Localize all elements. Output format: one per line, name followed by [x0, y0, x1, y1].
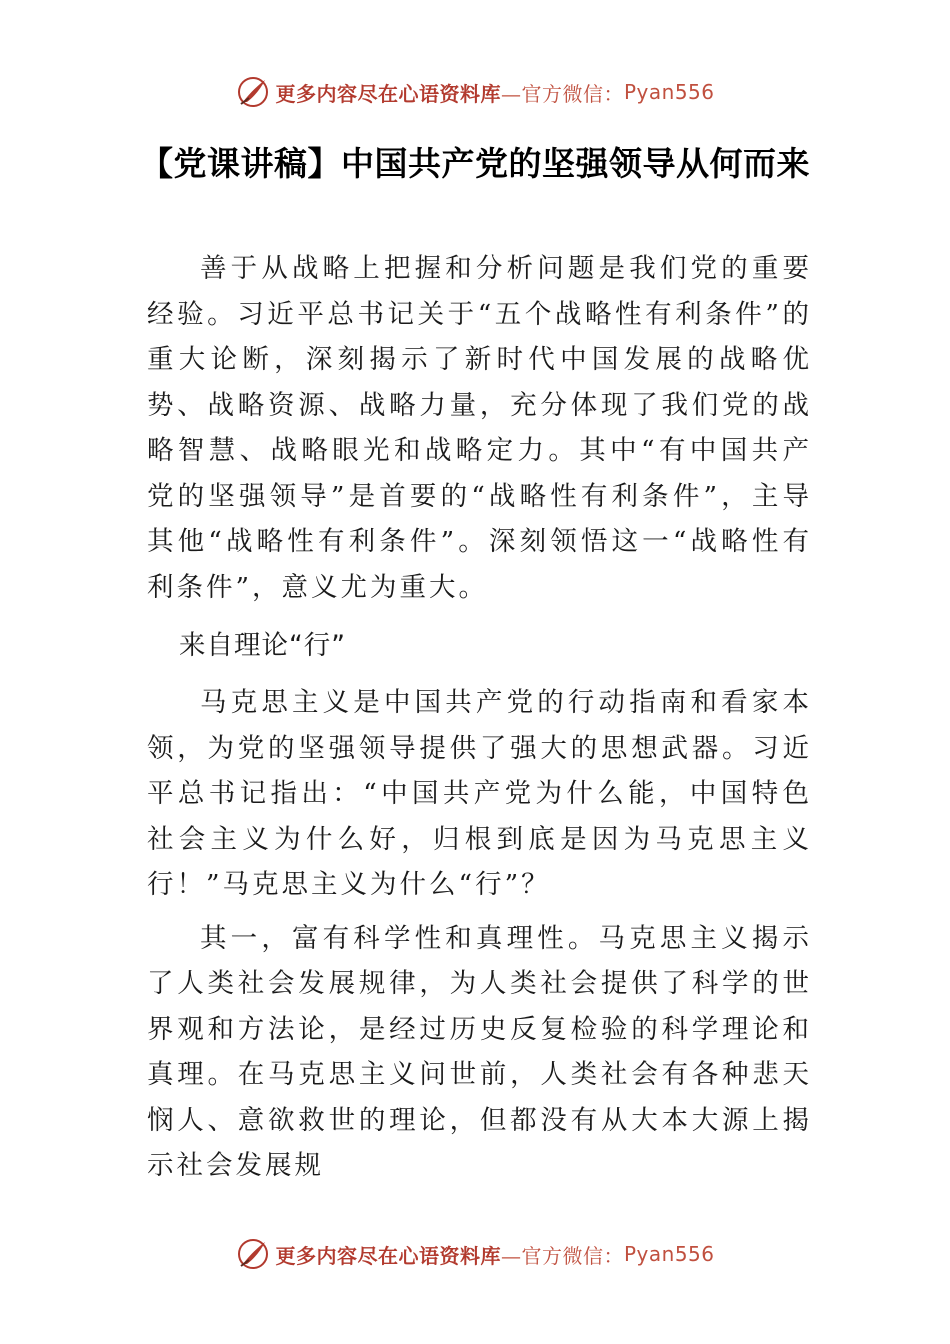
watermark-text: 更多内容尽在心语资料库 [275, 1243, 501, 1268]
watermark-wechat-label: —官方微信： [500, 1243, 624, 1268]
document-body [147, 246, 812, 1189]
watermark-wechat-id: Pyan556 [623, 1242, 715, 1266]
header-watermark [0, 70, 950, 114]
feather-pen-logo-icon [235, 74, 271, 110]
body-paragraph-1: 马克思主义是中国共产党的行动指南和看家本领，为党的坚强领导提供了强大的思想武器。习近平总书记指出：“中国共产党为什么能，中国特色社会主义为什么好，归根到底是因为马克思主义行！”马克思主义为什么“行”？ [147, 687, 812, 900]
document-title: 【党课讲稿】中国共产党的坚强领导从何而来 [140, 144, 810, 183]
watermark-wechat-label: —官方微信： [500, 81, 624, 106]
section-heading: 来自理论“行” [179, 630, 346, 661]
feather-pen-logo-icon [235, 1236, 271, 1272]
footer-watermark [0, 1232, 950, 1276]
intro-paragraph: 善于从战略上把握和分析问题是我们党的重要经验。习近平总书记关于“五个战略性有利条件”的重大论断，深刻揭示了新时代中国发展的战略优势、战略资源、战略力量，充分体现了我们党的战略智慧、战略眼光和战略定力。其中“有中国共产党的坚强领导”是首要的“战略性有利条件”，主导其他“战略性有利条件”。深刻领悟这一“战略性有利条件”，意义尤为重大。 [147, 253, 812, 603]
watermark-wechat-id: Pyan556 [623, 80, 715, 104]
body-paragraph-2: 其一，富有科学性和真理性。马克思主义揭示了人类社会发展规律，为人类社会提供了科学的世界观和方法论，是经过历史反复检验的科学理论和真理。在马克思主义问世前，人类社会有各种悲天悯人、意欲救世的理论，但都没有从大本大源上揭示社会发展规 [147, 922, 812, 1181]
watermark-text: 更多内容尽在心语资料库 [275, 81, 501, 106]
